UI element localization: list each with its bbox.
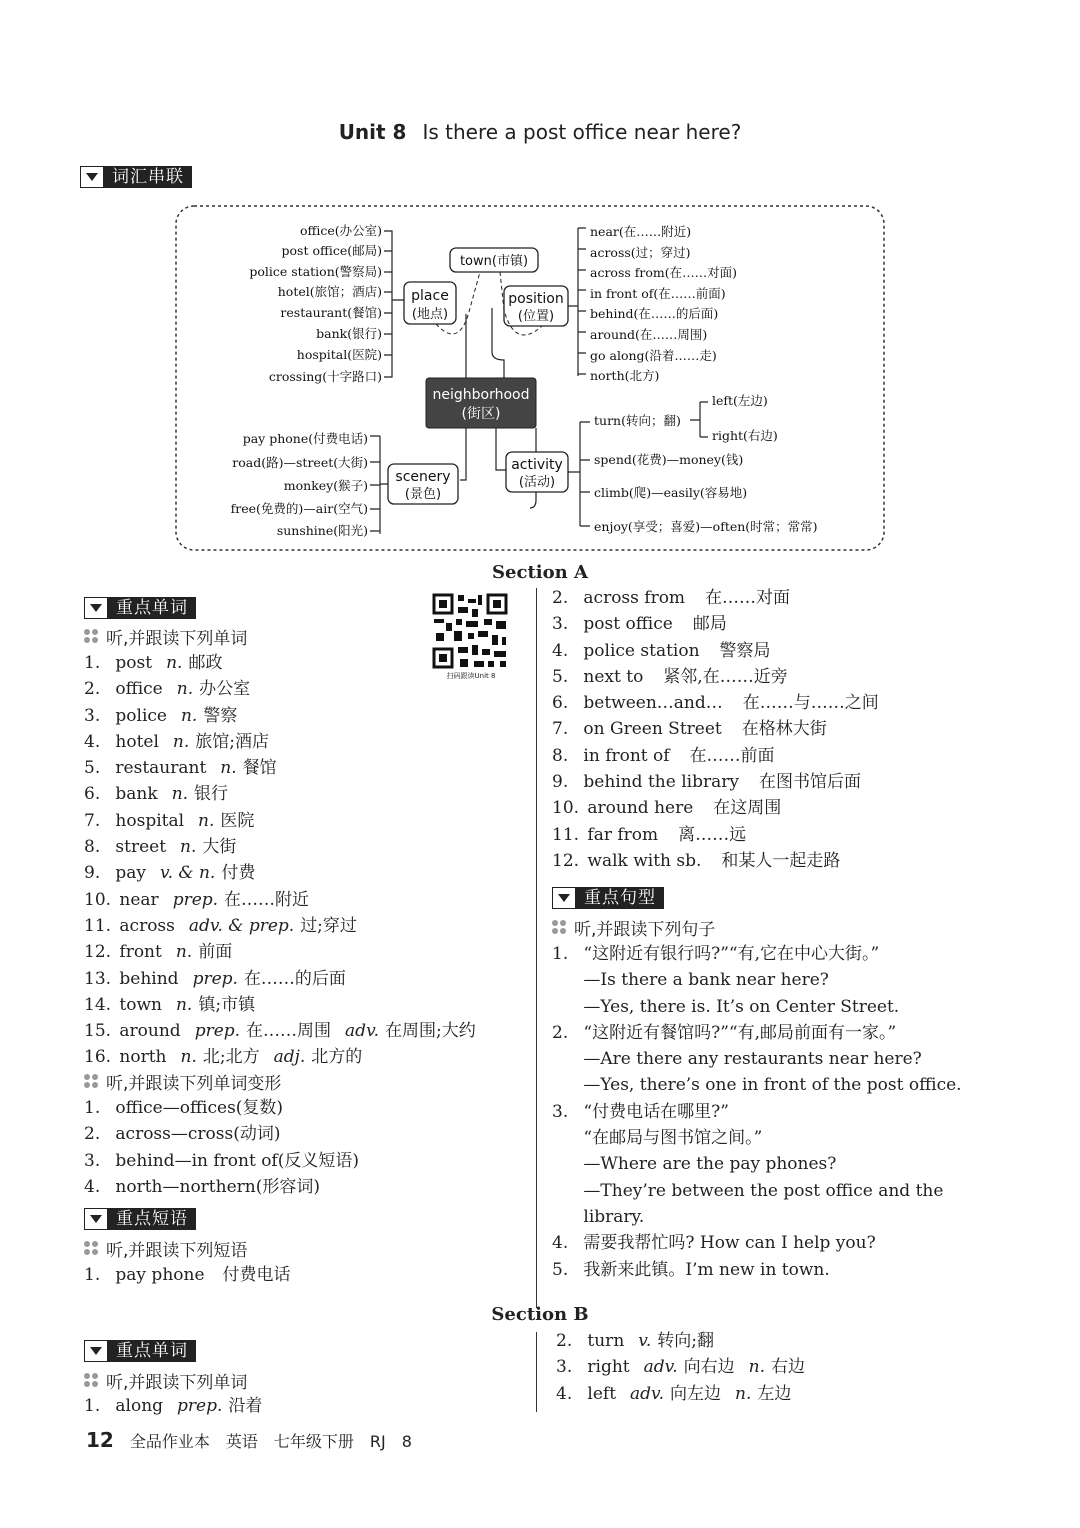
activity-turn-left: left(左边) <box>712 393 768 408</box>
word-item: 5. restaurant n. 餐馆 <box>84 758 277 779</box>
word-item: 2. office n. 办公室 <box>84 679 251 700</box>
triangle-icon <box>84 1208 108 1230</box>
place-item: post office(邮局) <box>281 243 382 258</box>
word-item: 13. behind prep. 在……的后面 <box>84 968 346 989</box>
scenery-cn: (景色) <box>404 487 442 502</box>
column-divider <box>536 588 537 1308</box>
form-item: 1. office—offices(复数) <box>84 1098 284 1118</box>
page-title <box>0 120 1080 144</box>
audio-icon <box>84 629 98 643</box>
word-forms-list <box>84 1095 524 1200</box>
scenery-item: free(免费的)—air(空气) <box>230 501 368 516</box>
form-item: 4. north—northern(形容词) <box>84 1176 320 1197</box>
scenery-item: pay phone(付费电话) <box>242 431 368 446</box>
phrase-item: 9. behind the library 在图书馆后面 <box>552 772 861 793</box>
scenery-item: sunshine(阳光) <box>276 523 368 538</box>
position-label: position <box>508 291 564 307</box>
word-item: 1. post n. 邮政 <box>84 653 223 673</box>
town-label: town(市镇) <box>459 254 529 269</box>
key-words-list-b-right <box>556 1328 996 1407</box>
activity-turn-right: right(右边) <box>712 428 778 443</box>
vocab-mindmap <box>170 200 890 556</box>
position-item: in front of(在……前面) <box>590 286 726 301</box>
unit-number: Unit 8 <box>338 120 407 144</box>
phrase-item: 11. far from 离……远 <box>552 824 747 845</box>
sentence-line: 3. “付费电话在哪里?” <box>552 1101 729 1122</box>
page-number: 12 <box>86 1428 114 1452</box>
phrase-item: 6. between…and… 在……与……之间 <box>552 693 879 714</box>
key-sentences-list <box>552 941 992 1283</box>
triangle-icon <box>80 166 104 188</box>
activity-cn: (活动) <box>518 475 556 490</box>
place-item: bank(银行) <box>316 326 382 341</box>
position-item: go along(沿着……走) <box>590 348 717 363</box>
book-name: 全品作业本 <box>129 1432 210 1451</box>
vocab-chain-tag: 词汇串联 <box>80 166 192 188</box>
position-cn: (位置) <box>517 309 555 324</box>
sentence-line: —Yes, there’s one in front of the post office. <box>583 1075 962 1096</box>
triangle-icon <box>84 597 108 619</box>
position-item: across from(在……对面) <box>590 265 737 280</box>
place-cn: (地点) <box>411 307 449 322</box>
key-words-tag-b: 重点单词 <box>84 1340 196 1362</box>
sentence-line: 1. “这附近有银行吗?”“有,它在中心大街。” <box>552 944 880 964</box>
place-label: place <box>411 288 449 304</box>
center-cn: (街区) <box>461 406 501 422</box>
place-item: crossing(十字路口) <box>268 369 382 384</box>
phrase-item: 2. across from 在……对面 <box>552 588 791 608</box>
form-item: 3. behind—in front of(反义短语) <box>84 1150 359 1171</box>
word-item: 8. street n. 大街 <box>84 837 237 858</box>
listen-words-heading-b: 听,并跟读下列单词 <box>84 1368 247 1392</box>
word-item: 11. across adv. & prep. 过;穿过 <box>84 915 357 936</box>
section-a-heading: Section A <box>492 562 588 583</box>
section-b-heading: Section B <box>491 1304 589 1325</box>
center-label: neighborhood <box>432 387 530 403</box>
scenery-items <box>231 431 368 538</box>
phrase-item: 5. next to 紧邻,在……近旁 <box>552 666 788 687</box>
key-sentences-tag: 重点句型 <box>552 887 664 909</box>
phrase-item: 10. around here 在这周围 <box>552 798 782 819</box>
triangle-icon <box>552 887 576 909</box>
phrase-item: 8. in front of 在……前面 <box>552 745 775 766</box>
phrase-item: 3. post office 邮局 <box>552 614 727 635</box>
place-item: hospital(医院) <box>296 347 382 362</box>
activity-item: enjoy(享受；喜爱)—often(时常；常常) <box>594 519 818 534</box>
activity-item: climb(爬)—easily(容易地) <box>594 485 748 500</box>
listen-sentences-heading: 听,并跟读下列句子 <box>552 915 715 939</box>
audio-icon <box>84 1373 98 1387</box>
position-items <box>590 224 737 383</box>
phrase-item: 4. police station 警察局 <box>552 640 771 661</box>
position-item: north(北方) <box>590 368 660 383</box>
word-item: 10. near prep. 在……附近 <box>84 889 310 910</box>
position-item: across(过；穿过) <box>590 245 691 260</box>
key-words-list-b <box>84 1393 524 1419</box>
listen-words-heading: 听,并跟读下列单词 <box>84 624 247 648</box>
triangle-icon <box>84 1340 108 1362</box>
word-item: 12. front n. 前面 <box>84 942 233 963</box>
form-item: 2. across—cross(动词) <box>84 1124 281 1145</box>
listen-forms-heading: 听,并跟读下列单词变形 <box>84 1069 281 1093</box>
word-item: 3. right adv. 向右边 n. 右边 <box>556 1357 806 1378</box>
place-items <box>249 223 382 384</box>
audio-icon <box>84 1241 98 1255</box>
sentence-line: library. <box>583 1206 645 1227</box>
scenery-item: road(路)—street(大街) <box>232 455 368 470</box>
edition: RJ <box>369 1432 386 1451</box>
page-footer <box>86 1428 412 1452</box>
sentence-line: —Where are the pay phones? <box>583 1154 837 1175</box>
sentence-line: “在邮局与图书馆之间。” <box>583 1128 763 1149</box>
word-item: 14. town n. 镇;市镇 <box>84 994 256 1015</box>
phrase-item: 7. on Green Street 在格林大街 <box>552 719 827 740</box>
qr-caption: 扫码跟读Unit 8 <box>446 672 496 680</box>
key-words-list <box>84 650 524 1071</box>
sentence-line: 4. 需要我帮忙吗? How can I help you? <box>552 1233 876 1254</box>
word-item: 1. along prep. 沿着 <box>84 1396 263 1416</box>
unit-question: Is there a post office near here? <box>422 120 742 144</box>
sentence-line: —Yes, there is. It’s on Center Street. <box>583 996 900 1017</box>
phrase-item: 1. pay phone 付费电话 <box>84 1265 291 1285</box>
position-item: near(在……附近) <box>590 224 692 239</box>
sentence-line: —Are there any restaurants near here? <box>583 1049 922 1070</box>
audio-icon <box>84 1074 98 1088</box>
position-item: behind(在……的后面) <box>590 306 719 321</box>
sentence-line: 5. 我新来此镇。I’m new in town. <box>552 1259 830 1280</box>
word-item: 6. bank n. 银行 <box>84 784 229 805</box>
unit-ref: 8 <box>401 1432 412 1451</box>
word-item: 4. left adv. 向左边 n. 左边 <box>556 1383 792 1404</box>
listen-phrases-heading: 听,并跟读下列短语 <box>84 1236 247 1260</box>
sentence-line: 2. “这附近有餐馆吗?”“有,邮局前面有一家。” <box>552 1022 897 1043</box>
phrase-item: 12. walk with sb. 和某人一起走路 <box>552 850 841 871</box>
key-words-tag: 重点单词 <box>84 597 196 619</box>
place-item: restaurant(餐馆) <box>280 305 382 320</box>
word-item: 9. pay v. & n. 付费 <box>84 863 256 884</box>
word-item: 15. around prep. 在……周围 adv. 在周围;大约 <box>84 1021 476 1042</box>
place-item: police station(警察局) <box>249 264 382 279</box>
audio-icon <box>552 920 566 934</box>
column-divider <box>536 1332 537 1412</box>
word-item: 16. north n. 北;北方 adj. 北方的 <box>84 1047 363 1068</box>
key-phrases-list <box>552 585 1022 874</box>
key-phrases-tag: 重点短语 <box>84 1208 196 1230</box>
qr-code-icon[interactable] <box>432 593 512 669</box>
word-item: 4. hotel n. 旅馆;酒店 <box>84 731 270 752</box>
word-item: 2. turn v. 转向;翻 <box>556 1331 714 1351</box>
activity-turn: turn(转向；翻) <box>594 413 681 428</box>
activity-item: spend(花费)—money(钱) <box>594 452 744 467</box>
scenery-label: scenery <box>395 469 451 485</box>
word-item: 3. police n. 警察 <box>84 705 238 726</box>
place-item: office(办公室) <box>299 223 382 238</box>
grade: 七年级下册 <box>273 1432 354 1451</box>
subject: 英语 <box>225 1432 258 1451</box>
scenery-item: monkey(猴子) <box>283 478 368 493</box>
sentence-line: —They’re between the post office and the <box>583 1180 944 1201</box>
activity-label: activity <box>511 457 563 473</box>
word-item: 7. hospital n. 医院 <box>84 810 255 831</box>
sentence-line: —Is there a bank near here? <box>583 970 829 991</box>
place-item: hotel(旅馆；酒店) <box>277 284 382 299</box>
position-item: around(在……周围) <box>590 327 708 342</box>
